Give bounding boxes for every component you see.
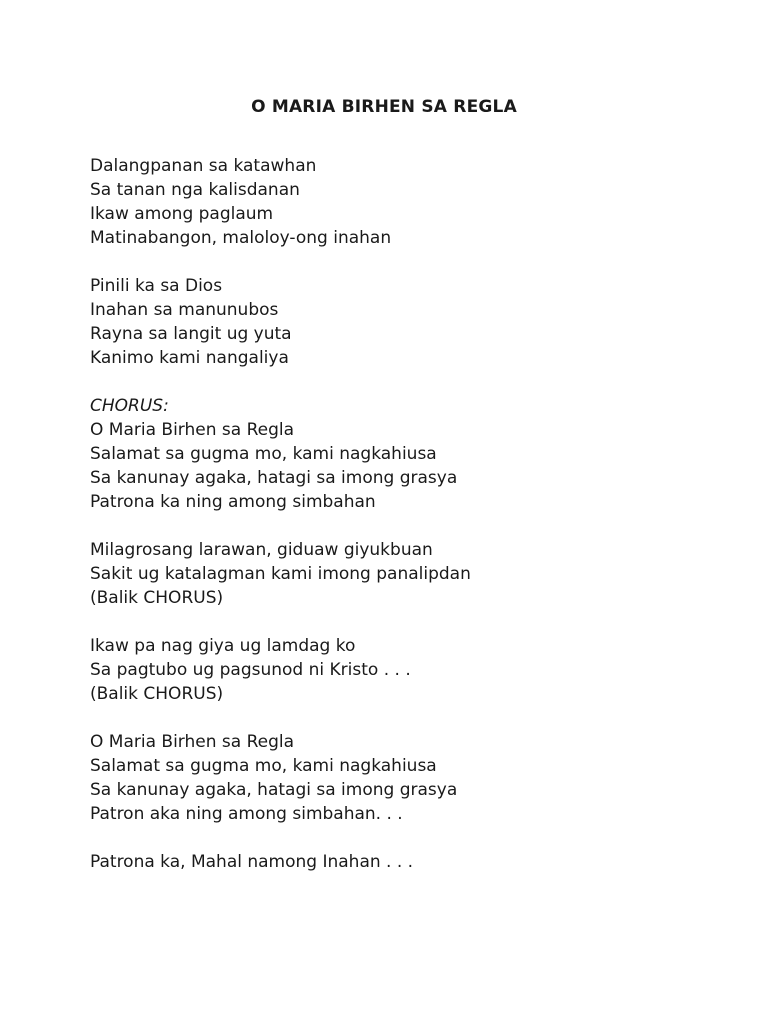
chorus-heading: CHORUS:: [90, 396, 169, 416]
lyric-line: Sa pagtubo ug pagsunod ni Kristo . . .: [90, 660, 411, 680]
lyric-line: Dalangpanan sa katawhan: [90, 156, 317, 176]
lyric-line: Patrona ka, Mahal namong Inahan . . .: [90, 852, 414, 872]
lyric-line: Kanimo kami nangaliya: [90, 348, 289, 368]
lyric-line: Sa kanunay agaka, hatagi sa imong grasya: [90, 780, 458, 800]
stanza-4: [90, 538, 730, 610]
lyrics-body: [90, 154, 730, 898]
lyric-line: Sa tanan nga kalisdanan: [90, 180, 300, 200]
lyric-line: Rayna sa langit ug yuta: [90, 324, 292, 344]
lyric-line: Sa kanunay agaka, hatagi sa imong grasya: [90, 468, 458, 488]
lyric-line: Pinili ka sa Dios: [90, 276, 223, 296]
stanza-7: [90, 850, 730, 874]
lyric-line: Sakit ug katalagman kami imong panalipdan: [90, 564, 471, 584]
stanza-2: [90, 274, 730, 370]
lyric-line: Milagrosang larawan, giduaw giyukbuan: [90, 540, 433, 560]
chorus-repeat-note: (Balik CHORUS): [90, 588, 224, 608]
lyric-line: Inahan sa manunubos: [90, 300, 279, 320]
lyric-line: O Maria Birhen sa Regla: [90, 420, 295, 440]
stanza-6: [90, 730, 730, 826]
stanza-chorus: [90, 394, 730, 514]
lyric-line: Salamat sa gugma mo, kami nagkahiusa: [90, 756, 437, 776]
lyric-line: Matinabangon, maloloy-ong inahan: [90, 228, 392, 248]
lyric-line: Patron aka ning among simbahan. . .: [90, 804, 403, 824]
lyric-line: O Maria Birhen sa Regla: [90, 732, 295, 752]
lyric-line: Salamat sa gugma mo, kami nagkahiusa: [90, 444, 437, 464]
chorus-repeat-note: (Balik CHORUS): [90, 684, 224, 704]
lyric-line: Patrona ka ning among simbahan: [90, 492, 376, 512]
stanza-1: [90, 154, 730, 250]
lyric-line: Ikaw pa nag giya ug lamdag ko: [90, 636, 356, 656]
lyric-line: Ikaw among paglaum: [90, 204, 274, 224]
document-title: O MARIA BIRHEN SA REGLA: [251, 97, 517, 117]
stanza-5: [90, 634, 730, 706]
